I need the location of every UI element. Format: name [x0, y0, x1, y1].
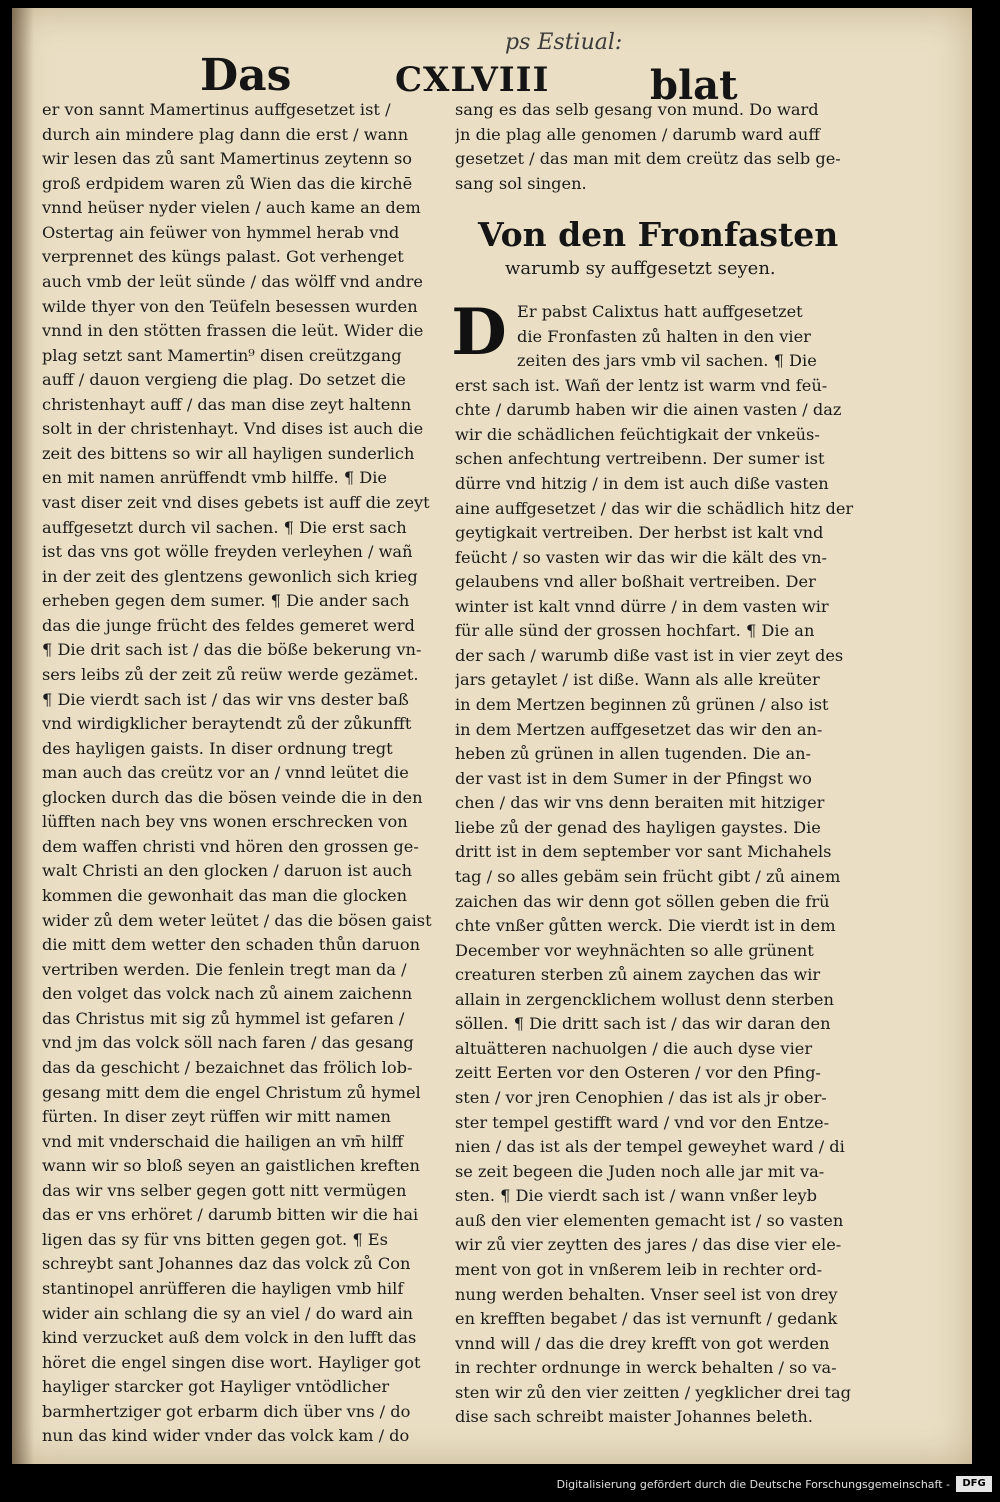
text-line: feücht / so vasten wir das wir die kält des vn- [455, 547, 827, 567]
text-line: der vast ist in dem Sumer in der Pfingst wo [455, 768, 812, 788]
text-line: ment von got in vnßerem leib in rechter ord- [455, 1259, 823, 1279]
dfg-logo: DFG [956, 1476, 992, 1492]
text-line: verprennet des küngs palast. Got verhenget [42, 247, 404, 267]
text-line: December vor weyhnächten so alle grünent [455, 940, 814, 960]
text-line: das wir vns selber gegen gott nitt vermügen [42, 1180, 407, 1200]
text-line: für alle sünd der grossen hochfart. ¶ Die an [455, 621, 815, 641]
text-line: jars getaylet / ist diße. Wann als alle kreüter [455, 670, 820, 690]
text-line: in dem Mertzen beginnen zů grünen / also ist [455, 695, 829, 714]
text-line: nung werden behalten. Vnser seel ist von drey [455, 1284, 838, 1304]
text-line: söllen. ¶ Die dritt sach ist / das wir daran den [455, 1014, 831, 1034]
text-line: wann wir so bloß seyen an gaistlichen kreften [42, 1156, 420, 1176]
text-line: der sach / warumb diße vast ist in vier zeyt des [455, 645, 844, 665]
running-head-left: Das [200, 50, 292, 101]
text-line: christenhayt auff / das man dise zeyt haltenn [42, 394, 412, 414]
text-line: lüfften nach bey vns wonen erschrecken von [42, 812, 408, 832]
text-line: ¶ Die vierdt sach ist / das wir vns dester baß [42, 689, 409, 709]
text-line: man auch das creütz vor an / vnnd leütet die [42, 763, 409, 783]
text-line: heben zů grünen in allen tugenden. Die an- [455, 744, 812, 764]
text-line: se zeit begeen die Juden noch alle jar mit va- [455, 1161, 825, 1181]
text-line: stantinopel anrüfferen die hayligen vmb hilf [42, 1279, 404, 1298]
text-line: vnnd in den stötten frassen die leüt. Wider die [42, 321, 424, 341]
text-line: kommen die gewonhait das man die glocken [42, 886, 408, 905]
text-line: allain in zergencklichem wollust denn sterben [455, 989, 834, 1009]
text-line: Er pabst Calixtus hatt auffgesetzet [517, 302, 803, 321]
text-line: wir lesen das zů sant Mamertinus zeytenn so [42, 149, 412, 169]
text-line: dise sach schreibt maister Johannes beleth. [455, 1407, 813, 1427]
text-line: kind verzucket auß dem volck in den lufft das [42, 1328, 417, 1348]
text-line: des hayligen gaists. In diser ordnung tregt [42, 738, 393, 758]
text-line: glocken durch das die bösen veinde die in den [42, 787, 423, 807]
text-line: dem waffen christi vnd hören den grossen ge- [42, 836, 419, 856]
text-line: auß den vier elementen gemacht ist / so vasten [455, 1210, 844, 1230]
folio-number: CXLVIII [395, 60, 550, 100]
text-line: erst sach ist. Wañ der lentz ist warm vnd feü- [455, 375, 828, 395]
drop-cap-initial: D [451, 295, 507, 370]
text-line: sten / vor jren Cenophien / das ist als jr ober- [455, 1088, 827, 1107]
text-line: creaturen sterben zů ainem zaychen das wir [455, 965, 821, 985]
text-line: sers leibs zů der zeit zů reüw werde gezämet. [42, 664, 419, 684]
text-line: er von sannt Mamertinus auffgesetzet ist / [42, 100, 391, 119]
text-line: zeiten des jars vmb vil sachen. ¶ Die [517, 351, 817, 371]
text-line: dritt ist in dem september vor sant Michahels [455, 842, 832, 862]
text-line: in rechter ordnunge in werck behalten / so va- [455, 1358, 837, 1378]
text-line: die Fronfasten zů halten in den vier [517, 326, 811, 346]
text-line: das die junge frücht des feldes gemeret werd [42, 615, 415, 635]
running-head-right: blat [650, 62, 738, 109]
left-text-column [42, 98, 442, 1449]
text-line: zaichen das wir denn got söllen geben die frü [455, 891, 830, 911]
text-line: vnd jm das volck söll nach faren / das gesang [42, 1033, 414, 1053]
text-line: wider ain schlang die sy an viel / do ward ain [42, 1303, 413, 1323]
text-line: auch vmb der leüt sünde / das wölff vnd andre [42, 271, 423, 291]
text-line: vnnd will / das die drey krefft von got werden [455, 1333, 830, 1353]
text-line: nien / das ist als der tempel geweyhet ward / di [455, 1137, 845, 1157]
handwritten-note: ps Estiual: [505, 30, 623, 55]
text-line: plag setzt sant Mamertin⁹ disen creützgang [42, 345, 402, 365]
text-line: en krefften begabet / das ist vernunft / gedank [455, 1309, 838, 1329]
footer-bar [0, 1470, 1000, 1502]
right-column-top-text [455, 98, 855, 196]
text-line: ster tempel gestifft ward / vnd vor den Entze- [455, 1112, 830, 1132]
text-line: höret die engel singen dise wort. Hayliger got [42, 1352, 421, 1372]
text-line: Ostertag ain feüwer von hymmel herab vnd [42, 222, 400, 242]
text-line: gelaubens vnd aller boßhait vertreiben. Der [455, 572, 816, 592]
text-line: barmhertziger got erbarm dich über vns / do [42, 1401, 411, 1421]
text-line: winter ist kalt vnnd dürre / in dem vasten wir [455, 596, 829, 616]
text-line: solt in der christenhayt. Vnd dises ist auch die [42, 419, 424, 439]
text-line: sang sol singen. [455, 173, 587, 193]
text-line: in dem Mertzen auffgesetzet das wir den an- [455, 719, 823, 739]
text-line: das Christus mit sig zů hymmel ist gefaren / [42, 1008, 405, 1028]
text-line: vnd wirdigklicher beraytendt zů der zůkunfft [42, 714, 412, 734]
text-line: wir zů vier zeytten des jares / das dise vier ele- [455, 1235, 842, 1255]
text-line: schen anfechtung vertreibenn. Der sumer ist [455, 449, 825, 469]
text-line: das da geschicht / bezaichnet das frölich lob- [42, 1057, 413, 1077]
page-gutter-shadow [12, 8, 34, 1464]
text-line: erheben gegen dem sumer. ¶ Die ander sach [42, 591, 410, 611]
section-subtitle: warumb sy auffgesetzt seyen. [505, 258, 776, 279]
text-line: chte / darumb haben wir die ainen vasten / daz [455, 400, 842, 420]
text-line: zeitt Eerten vor den Osteren / vor den Pfing- [455, 1063, 821, 1083]
text-line: das er vns erhöret / darumb bitten wir die hai [42, 1205, 419, 1225]
text-line: vnd mit vnderschaid die hailigen an vm̄ hilff [42, 1131, 404, 1151]
text-line: die mitt dem wetter den schaden thůn daruon [42, 935, 421, 955]
text-line: chen / das wir vns denn beraiten mit hitziger [455, 793, 825, 813]
text-line: fürten. In diser zeyt rüffen wir mitt namen [42, 1107, 391, 1127]
text-line: ist das vns got wölle freyden verleyhen / wañ [42, 542, 413, 562]
funding-credit: Digitalisierung gefördert durch die Deutsche Forschungsgemeinschaft - [556, 1478, 950, 1491]
text-line: gesetzet / das man mit dem creütz das selb ge- [455, 149, 841, 169]
text-line: vast diser zeit vnd dises gebets ist auff die zeyt [42, 493, 430, 512]
section-title: Von den Fronfasten [478, 215, 839, 254]
text-line: schreybt sant Johannes daz das volck zů Con [42, 1254, 411, 1274]
right-text-column [455, 300, 855, 1430]
text-line: in der zeit des glentzens gewonlich sich krieg [42, 566, 418, 586]
text-line: aine auffgesetzet / das wir die schädlich hitz der [455, 498, 854, 518]
text-line: dürre vnd hitzig / in dem ist auch diße vasten [455, 473, 829, 493]
text-line: zeit des bittens so wir all hayligen sunderlich [42, 443, 415, 463]
text-line: wilde thyer von den Teüfeln besessen wurden [42, 296, 418, 316]
text-line: altuätteren nachuolgen / die auch dyse vier [455, 1038, 813, 1058]
text-line: auffgesetzt durch vil sachen. ¶ Die erst sach [42, 517, 407, 537]
text-line: en mit namen anrüffendt vmb hilffe. ¶ Die [42, 468, 387, 488]
text-line: geytigkait vertreiben. Der herbst ist kalt vnd [455, 523, 824, 543]
text-line: durch ain mindere plag dann die erst / wann [42, 124, 409, 144]
text-line: ¶ Die drit sach ist / das die böße bekerung vn- [42, 640, 422, 660]
text-line: hayliger starcker got Hayliger vntödlicher [42, 1377, 390, 1397]
text-line: groß erdpidem waren zů Wien das die kirchē [42, 173, 413, 193]
text-line: walt Christi an den glocken / daruon ist auch [42, 861, 413, 881]
text-line: gesang mitt dem die engel Christum zů hymel [42, 1082, 421, 1102]
text-line: liebe zů der genad des hayligen gaystes. Die [455, 817, 821, 837]
text-line: den volget das volck nach zů ainem zaichenn [42, 984, 413, 1004]
text-line: vertriben werden. Die fenlein tregt man da / [42, 959, 407, 979]
text-line: nun das kind wider vnder das volck kam / do [42, 1426, 410, 1446]
text-line: wider zů dem weter leütet / das die bösen gaist [42, 910, 432, 930]
text-line: sten wir zů den vier zeitten / yegklicher drei tag [455, 1382, 852, 1402]
text-line: jn die plag alle genomen / darumb ward auff [455, 124, 820, 144]
text-line: sang es das selb gesang von mund. Do ward [455, 100, 819, 119]
text-line: ligen das sy für vns bitten gegen got. ¶ Es [42, 1229, 388, 1249]
text-line: sten. ¶ Die vierdt sach ist / wann vnßer leyb [455, 1186, 818, 1206]
text-line: wir die schädlichen feüchtigkait der vnkeüs- [455, 424, 820, 444]
text-line: chte vnßer gůtten werck. Die vierdt ist in dem [455, 916, 836, 936]
text-line: tag / so alles gebäm sein frücht gibt / zů ainem [455, 866, 841, 886]
text-line: auff / dauon vergieng die plag. Do setzet die [42, 370, 406, 390]
text-line: vnnd heüser nyder vielen / auch kame an dem [42, 198, 421, 218]
